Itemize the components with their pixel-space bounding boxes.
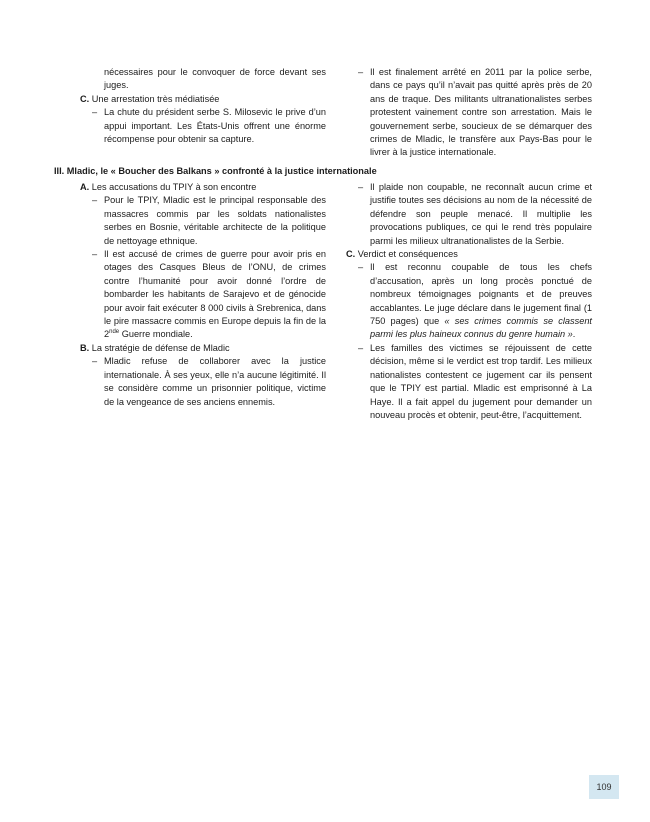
left-column xyxy=(80,181,326,409)
bullet-text: Mladic refuse de collaborer avec la justice internationale. À ses yeux, elle n’a aucune légitimité. Il se considère comme un prisonnier politique, victime de la vengeance de ses anciens ennemis. xyxy=(104,356,326,407)
page-number: 109 xyxy=(589,775,619,799)
subsection-title: Verdict et conséquences xyxy=(357,249,458,260)
bullet-text: Il est accusé de crimes de guerre pour avoir pris en otages des Casques Bleus de l’ONU, de crimes contre l’humanité pour avoir donné l’ordre de bombarder les habitants de Sarajevo et de génocide pour avoir fait exécuter 8 000 civils à Srebrenica, dans le pire massacre commis en Europe depuis la fin de la 2 xyxy=(104,249,326,340)
list-item xyxy=(358,181,592,248)
subsection-c-heading xyxy=(80,93,326,106)
subsection-letter: A. xyxy=(80,182,90,192)
subsection-letter: C. xyxy=(346,249,356,260)
list-item xyxy=(92,248,326,342)
dash-bullet-icon: – xyxy=(92,195,98,206)
list-item xyxy=(358,66,592,160)
bullet-text: Les familles des victimes se réjouissent de cette décision, même si le verdict est trop tardif. Les milieux nationalistes contestent ce jugement car ils pensent que le TPIY est partial. Mladic est emprisonné à La Haye. Il a fait appel du jugement pour demander un nouveau procès et obtenir, peut-être, l’acquittement. xyxy=(370,342,592,420)
subsection-title: Les accusations du TPIY à son encontre xyxy=(91,182,257,192)
subsection-b-heading xyxy=(80,342,326,355)
list-item xyxy=(358,261,592,341)
dash-bullet-icon: – xyxy=(92,356,98,367)
dash-bullet-icon: – xyxy=(358,262,364,273)
dash-bullet-icon: – xyxy=(358,67,364,77)
dash-bullet-icon: – xyxy=(358,342,364,353)
list-item xyxy=(92,355,326,409)
continued-text: nécessaires pour le convoquer de force devant ses juges. xyxy=(104,67,326,91)
subsection-a-heading xyxy=(80,181,326,194)
bullet-text: Pour le TPIY, Mladic est le principal responsable des massacres commis par les soldats nationalistes serbes en Bosnie, véritable architecte de la politique de nettoyage ethnique. xyxy=(104,195,326,246)
subsection-c-heading xyxy=(346,248,592,261)
bullet-text: Il est reconnu coupable de tous les chefs d’accusation, après un long procès ponctué de nombreux témoignages poignants et de preuves accablantes. Le juge déclare dans le jugement final (1 750 pages) que xyxy=(370,262,592,327)
top-right-column xyxy=(358,66,592,160)
bullet-text: Il est finalement arrêté en 2011 par la police serbe, dans ce pays qu’il n’avait pas quitté après près de 20 ans de traque. Des militants ultranationalistes serbes protestent vainement contre son arrestation. Mais le gouvernement serbe, soucieux de se démarquer des crimes de Mladic, le transfère aux Pays-Bas pour le livrer à la justice internationale. xyxy=(370,67,592,158)
dash-bullet-icon: – xyxy=(358,182,364,192)
list-item xyxy=(358,342,592,422)
right-column xyxy=(346,181,592,422)
top-left-column xyxy=(80,66,326,146)
subsection-title: Une arrestation très médiatisée xyxy=(91,93,220,104)
verdict-quote: « ses crimes commis se classent parmi les plus haineux connus du genre humain » xyxy=(370,316,592,340)
list-item xyxy=(92,194,326,248)
section-title: III. Mladic, le « Boucher des Balkans » confronté à la justice internationale xyxy=(54,166,377,176)
list-item xyxy=(92,106,326,146)
dash-bullet-icon: – xyxy=(92,249,98,260)
bullet-text: La chute du président serbe S. Milosevic le prive d’un appui important. Les États-Unis offrent une énorme récompense pour obtenir sa capture. xyxy=(104,107,326,145)
bullet-text: Il plaide non coupable, ne reconnaît aucun crime et justifie toutes ses décisions au nom de la nécessité de défendre son peuple menacé. Il multiplie les provocations publiques, ce qui le rend très populaire parmi les milieux ultranationalistes de la Serbie. xyxy=(370,182,592,246)
subsection-letter: B. xyxy=(80,342,90,353)
subsection-title: La stratégie de défense de Mladic xyxy=(91,342,230,353)
bullet-text-end: Guerre mondiale. xyxy=(119,329,193,340)
ordinal-superscript: nde xyxy=(109,329,120,336)
dash-bullet-icon: – xyxy=(92,107,98,118)
subsection-letter: C. xyxy=(80,93,90,104)
bullet-text-end: . xyxy=(572,329,576,340)
